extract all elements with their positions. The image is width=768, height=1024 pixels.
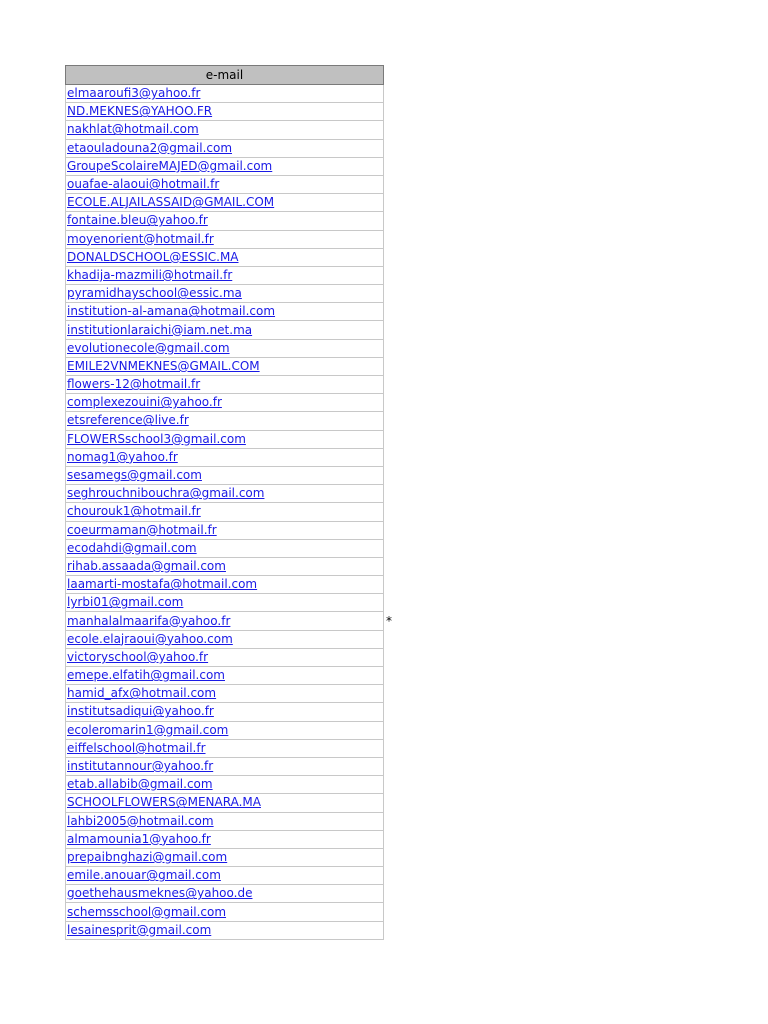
- table-row: [66, 794, 384, 812]
- email-link[interactable]: khadija-mazmili@hotmail.fr: [67, 267, 233, 282]
- table-row: [66, 867, 384, 885]
- table-row: [66, 285, 384, 303]
- email-cell: [66, 848, 384, 866]
- email-cell: [66, 121, 384, 139]
- email-link[interactable]: ND.MEKNES@YAHOO.FR: [67, 104, 213, 119]
- email-cell: [66, 194, 384, 212]
- email-cell: [66, 157, 384, 175]
- email-cell: [66, 612, 384, 630]
- email-link[interactable]: EMILE2VNMEKNES@GMAIL.COM: [67, 358, 260, 373]
- email-cell: [66, 903, 384, 921]
- email-sheet: [65, 65, 384, 940]
- table-row: [66, 339, 384, 357]
- table-row: [66, 885, 384, 903]
- table-row: [66, 630, 384, 648]
- email-link[interactable]: moyenorient@hotmail.fr: [67, 231, 214, 246]
- email-cell: [66, 139, 384, 157]
- email-cell: [66, 648, 384, 666]
- email-link[interactable]: ecole.elajraoui@yahoo.com: [67, 631, 233, 646]
- email-link[interactable]: FLOWERSschool3@gmail.com: [67, 431, 246, 446]
- email-list: [66, 85, 384, 940]
- email-link[interactable]: ecoleromarin1@gmail.com: [67, 722, 229, 737]
- column-header-email: e-mail: [66, 66, 384, 85]
- email-cell: [66, 376, 384, 394]
- table-row: [66, 576, 384, 594]
- table-row: [66, 194, 384, 212]
- email-cell: [66, 285, 384, 303]
- email-link[interactable]: pyramidhayschool@essic.ma: [67, 286, 242, 301]
- table-row: [66, 703, 384, 721]
- table-row: [66, 776, 384, 794]
- email-cell: [66, 630, 384, 648]
- email-link[interactable]: institution-al-amana@hotmail.com: [67, 304, 276, 319]
- table-row: [66, 121, 384, 139]
- email-link[interactable]: chourouk1@hotmail.fr: [67, 504, 201, 519]
- email-link[interactable]: laamarti-mostafa@hotmail.com: [67, 577, 258, 592]
- email-link[interactable]: emepe.elfatih@gmail.com: [67, 668, 225, 683]
- header-row: [66, 66, 384, 85]
- email-link[interactable]: nomag1@yahoo.fr: [67, 449, 178, 464]
- email-link[interactable]: ecodahdi@gmail.com: [67, 540, 197, 555]
- email-cell: [66, 448, 384, 466]
- email-link[interactable]: institutannour@yahoo.fr: [67, 759, 214, 774]
- email-cell: [66, 248, 384, 266]
- table-row: [66, 812, 384, 830]
- table-row: [66, 503, 384, 521]
- email-cell: [66, 830, 384, 848]
- email-cell: [66, 430, 384, 448]
- table-row: [66, 848, 384, 866]
- email-cell: [66, 921, 384, 939]
- table-row: [66, 248, 384, 266]
- table-row: [66, 175, 384, 193]
- email-cell: [66, 739, 384, 757]
- email-link[interactable]: etab.allabib@gmail.com: [67, 777, 213, 792]
- table-row: [66, 903, 384, 921]
- table-row: [66, 85, 384, 103]
- email-link[interactable]: manhalalmaarifa@yahoo.fr: [67, 613, 231, 628]
- table-row: [66, 485, 384, 503]
- email-link[interactable]: almamounia1@yahoo.fr: [67, 831, 211, 846]
- email-cell: [66, 667, 384, 685]
- email-cell: [66, 339, 384, 357]
- table-row: [66, 430, 384, 448]
- email-cell: [66, 266, 384, 284]
- table-row: [66, 357, 384, 375]
- email-link[interactable]: ECOLE.ALJAILASSAID@GMAIL.COM: [67, 195, 275, 210]
- email-link[interactable]: coeurmaman@hotmail.fr: [67, 522, 217, 537]
- table-row: [66, 685, 384, 703]
- table-row: [66, 376, 384, 394]
- email-link[interactable]: flowers-12@hotmail.fr: [67, 377, 201, 392]
- email-link[interactable]: emile.anouar@gmail.com: [67, 868, 221, 883]
- email-cell: [66, 303, 384, 321]
- email-link[interactable]: etsreference@live.fr: [67, 413, 189, 428]
- email-link[interactable]: lyrbi01@gmail.com: [67, 595, 184, 610]
- table-row: [66, 448, 384, 466]
- email-link[interactable]: hamid_afx@hotmail.com: [67, 686, 217, 701]
- table-row: [66, 739, 384, 757]
- table-row: [66, 612, 384, 630]
- asterisk-marker: *: [386, 614, 392, 628]
- email-link[interactable]: complexezouini@yahoo.fr: [67, 395, 222, 410]
- email-link[interactable]: eiffelschool@hotmail.fr: [67, 740, 206, 755]
- email-cell: [66, 539, 384, 557]
- email-cell: [66, 757, 384, 775]
- email-link[interactable]: institutionlaraichi@iam.net.ma: [67, 322, 253, 337]
- email-cell: [66, 394, 384, 412]
- email-link[interactable]: GroupeScolaireMAJED@gmail.com: [67, 158, 273, 173]
- table-row: [66, 230, 384, 248]
- email-cell: [66, 85, 384, 103]
- email-link[interactable]: victoryschool@yahoo.fr: [67, 649, 209, 664]
- email-link[interactable]: ouafae-alaoui@hotmail.fr: [67, 177, 220, 192]
- email-cell: [66, 503, 384, 521]
- table-row: [66, 539, 384, 557]
- email-cell: [66, 812, 384, 830]
- table-row: [66, 921, 384, 939]
- email-link[interactable]: evolutionecole@gmail.com: [67, 340, 230, 355]
- table-row: [66, 212, 384, 230]
- table-row: [66, 157, 384, 175]
- email-cell: [66, 885, 384, 903]
- email-link[interactable]: nakhlat@hotmail.com: [67, 122, 199, 137]
- email-link[interactable]: etaouladouna2@gmail.com: [67, 140, 233, 155]
- table-row: [66, 721, 384, 739]
- table-row: [66, 648, 384, 666]
- email-link[interactable]: lahbi2005@hotmail.com: [67, 813, 214, 828]
- table-row: [66, 521, 384, 539]
- email-cell: [66, 466, 384, 484]
- email-cell: [66, 794, 384, 812]
- email-cell: [66, 485, 384, 503]
- email-cell: [66, 357, 384, 375]
- email-link[interactable]: goethehausmeknes@yahoo.de: [67, 886, 253, 901]
- email-cell: [66, 703, 384, 721]
- email-cell: [66, 175, 384, 193]
- email-link[interactable]: lesainesprit@gmail.com: [67, 922, 212, 937]
- email-cell: [66, 521, 384, 539]
- email-cell: [66, 867, 384, 885]
- email-cell: [66, 103, 384, 121]
- email-cell: [66, 321, 384, 339]
- email-link[interactable]: rihab.assaada@gmail.com: [67, 558, 226, 573]
- email-cell: [66, 594, 384, 612]
- table-row: [66, 667, 384, 685]
- email-link[interactable]: elmaaroufi3@yahoo.fr: [67, 86, 201, 101]
- email-cell: [66, 212, 384, 230]
- table-row: [66, 303, 384, 321]
- table-row: [66, 594, 384, 612]
- table-row: [66, 103, 384, 121]
- email-link[interactable]: seghrouchnibouchra@gmail.com: [67, 486, 265, 501]
- table-row: [66, 394, 384, 412]
- email-cell: [66, 721, 384, 739]
- email-cell: [66, 685, 384, 703]
- table-row: [66, 412, 384, 430]
- table-row: [66, 466, 384, 484]
- email-table: [65, 65, 384, 940]
- table-row: [66, 321, 384, 339]
- email-link[interactable]: schemsschool@gmail.com: [67, 904, 227, 919]
- email-cell: [66, 557, 384, 575]
- email-link[interactable]: SCHOOLFLOWERS@MENARA.MA: [67, 795, 261, 810]
- email-link[interactable]: sesamegs@gmail.com: [67, 468, 202, 483]
- email-cell: [66, 230, 384, 248]
- table-row: [66, 757, 384, 775]
- email-cell: [66, 576, 384, 594]
- table-row: [66, 266, 384, 284]
- email-link[interactable]: institutsadiqui@yahoo.fr: [67, 704, 214, 719]
- table-row: [66, 830, 384, 848]
- table-row: [66, 557, 384, 575]
- email-cell: [66, 412, 384, 430]
- email-link[interactable]: DONALDSCHOOL@ESSIC.MA: [67, 249, 239, 264]
- email-link[interactable]: fontaine.bleu@yahoo.fr: [67, 213, 208, 228]
- email-link[interactable]: prepaibnghazi@gmail.com: [67, 849, 228, 864]
- email-cell: [66, 776, 384, 794]
- table-row: [66, 139, 384, 157]
